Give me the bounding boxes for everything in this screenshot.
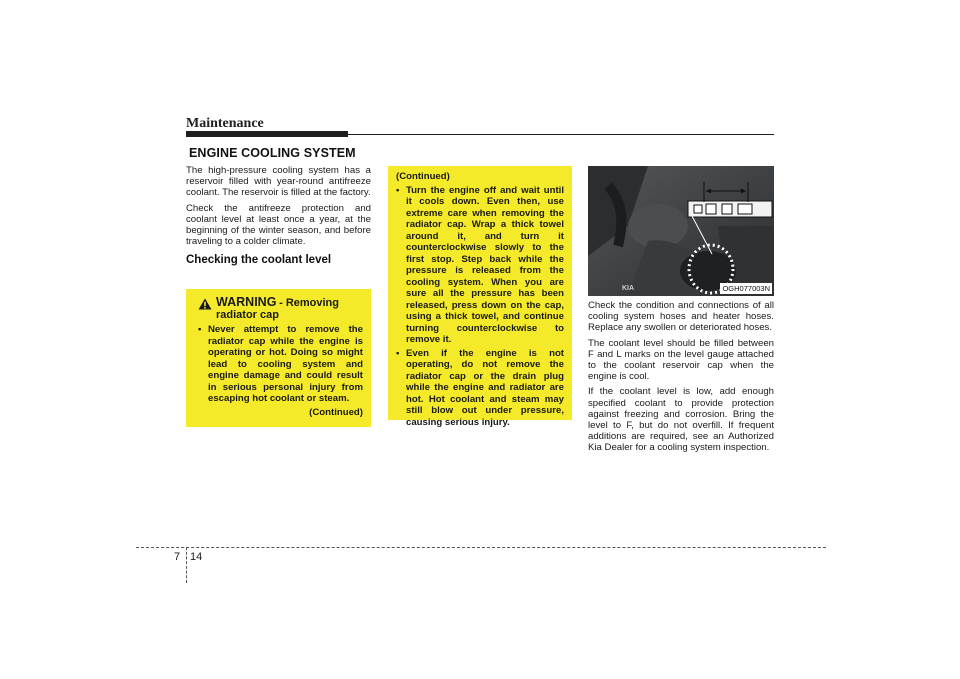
coolant-paragraph: If the coolant level is low, add enough specified coolant to provide protection against freezing and corrosion. Bring the level to F, but do not overfill. If frequent additions are required, see an Authorized Kia Dealer for a cooling system inspection. [588,386,774,454]
warning-triangle-icon [198,298,212,310]
warning-header [198,297,363,321]
intro-column [186,165,371,267]
warning-bullet: • Never attempt to remove the radiator cap while the engine is operating or hot. Doing so might lead to cooling system and engine damage and could result in serious personal injury from escaping hot coolant or steam. [198,324,363,405]
warning-box-continued [388,166,572,428]
continued-label: (Continued) [396,171,450,182]
warning-box [186,289,371,427]
coolant-column [588,300,774,458]
warning-list [198,324,363,405]
coolant-reservoir-photo [588,166,774,296]
subheading: Checking the coolant level [186,254,332,267]
footer-divider [186,547,187,583]
warning-bullet: • Turn the engine off and wait until it cools down. Even then, use extreme care when removing the radiator cap. Wrap a thick towel around it, and turn it counterclockwise slowly to the first stop. Step back while the pressure is released from the cooling system. When you are sure all the pressure has been released, press down on the cap, using a thick towel, and continue turning counterclockwise to remove it. [396,185,564,346]
photo-part-mark: KIA [622,285,635,292]
coolant-paragraph: Check the condition and connections of all cooling system hoses and heater hoses. Replace any swollen or deteriorated hoses. [588,300,774,334]
continued-label: (Continued) [309,406,363,418]
chapter-number: 7 [174,551,181,563]
intro-paragraph: Check the antifreeze protection and coolant level at least once a year, at the beginning of the winter season, and before traveling to a colder climate. [186,202,371,248]
warning-label: WARNING [216,295,277,309]
section-title: ENGINE COOLING SYSTEM [189,146,356,160]
footer-rule [136,547,826,548]
header-bar [186,131,348,137]
warning-subtitle: - Removing radiator cap [216,297,339,321]
coolant-paragraph: The coolant level should be filled between F and L marks on the level gauge attached to the coolant reservoir cap when the engine is cool. [588,337,774,383]
header-rule [348,134,774,135]
page-number: 14 [190,551,203,563]
warning-bullet: • Even if the engine is not operating, do not remove the radiator cap or the drain plug while the engine and radiator are hot. Hot coolant and steam may still blow out under pressure, causing serious injury. [396,348,564,429]
figure-code: OGH077003N [722,284,770,293]
intro-paragraph: The high-pressure cooling system has a reservoir filled with year-round antifreeze coolant. The reservoir is filled at the factory. [186,165,371,199]
engine-bay-illustration [588,166,774,296]
warning-list [396,185,564,429]
running-header: Maintenance [186,116,264,131]
